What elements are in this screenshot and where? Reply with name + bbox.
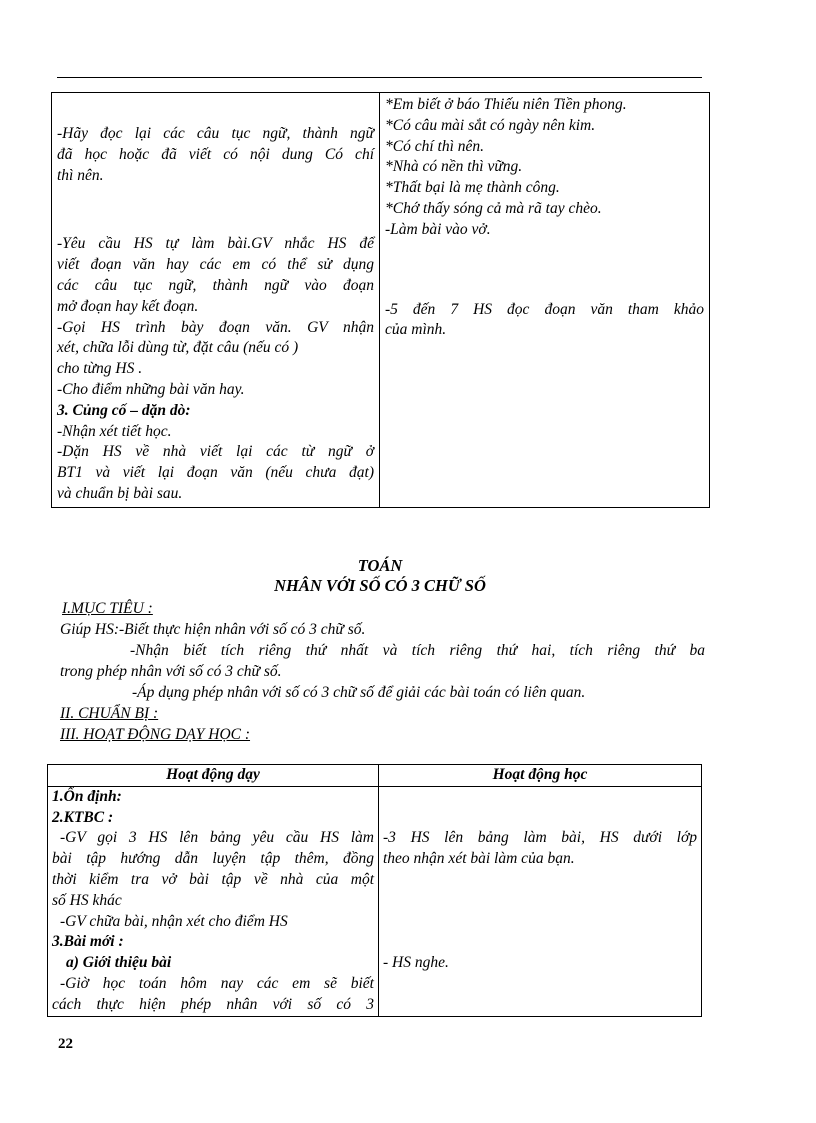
text-line: *Nhà có nền thì vững. [385,158,523,176]
text-line: số HS khác [52,891,122,909]
table-row [48,786,702,1016]
text-line: -GV gọi 3 HS lên bảng yêu cầu HS làm [60,829,374,847]
section-heading: 1.Ổn định: [52,787,122,805]
activity-table-continued [51,92,710,508]
section-heading: 3. Củng cố – dặn dò: [57,401,191,419]
text-line: -3 HS lên bảng làm bài, HS dưới lớp [383,829,697,847]
text-line: -Làm bài vào vở. [385,220,491,238]
text-line: của mình. [385,321,447,339]
text-line: -Cho điểm những bài văn hay. [57,380,245,398]
column-header-student: Hoạt động học [379,765,702,787]
objective-line: trong phép nhân với số có 3 chữ số. [60,663,282,680]
text-line: -Hãy đọc lại các câu tục ngữ, thành ngữ [57,125,374,142]
objective-line: -Nhận biết tích riêng thứ nhất và tích riêng thứ hai, tích riêng thứ ba [130,642,705,659]
objective-line: -Áp dụng phép nhân với số có 3 chữ số để giải các bài toán có liên quan. [132,684,586,701]
text-line: theo nhận xét bài làm của bạn. [383,850,575,868]
section-heading: 2.KTBC : [52,808,114,826]
subsection-heading: a) Giới thiệu bài [66,954,172,972]
text-line: -Nhận xét tiết học. [57,422,172,440]
text-line: BT1 và viết lại đoạn văn (nếu chưa đạt) [57,464,374,482]
text-line: mở đoạn hay kết đoạn. [57,297,199,315]
text-line: *Chớ thấy sóng cả mà rã tay chèo. [385,199,602,217]
text-line: cách thực hiện phép nhân với số có 3 [52,995,374,1013]
student-activity-cell [379,786,702,1016]
table-row [52,93,710,508]
preparation-heading: II. CHUẨN BỊ : [60,705,159,722]
text-line: các câu tục ngữ, thành ngữ vào đoạn [57,276,374,294]
text-line: *Có câu mài sắt có ngày nên kim. [385,116,596,134]
text-line: *Thất bại là mẹ thành công. [385,179,560,197]
text-line: xét, chữa lỗi dùng từ, đặt câu (nếu có ) [57,339,299,357]
text-line: bài tập hướng dẫn luyện tập thêm, đồng [52,850,374,868]
student-activity-cell [380,93,710,508]
objective-line: Giúp HS:-Biết thực hiện nhân với số có 3 chữ số. [60,621,366,638]
page-number: 22 [58,1036,73,1052]
subject-title: TOÁN [357,556,403,575]
activities-heading: III. HOẠT ĐỘNG DẠY HỌC : [60,726,251,743]
text-line: -Dặn HS về nhà viết lại các từ ngữ ở [57,443,374,461]
table-header-row [48,765,702,787]
text-line: viết đoạn văn hay các em có thể sử dụng [57,256,374,274]
text-line: -Gọi HS trình bày đoạn văn. GV nhận [57,318,374,336]
text-line: thời kiểm tra vở bài tập về nhà của một [52,870,374,888]
text-line: cho từng HS . [57,360,143,378]
text-line: - HS nghe. [383,954,449,972]
text-line: và chuẩn bị bài sau. [57,484,183,502]
activity-table [47,764,702,1017]
text-line: *Em biết ở báo Thiếu niên Tiền phong. [385,96,627,113]
text-line: thì nên. [57,166,104,184]
text-line: đã học hoặc đã viết có nội dung Có chí [57,145,374,163]
teacher-activity-cell [52,93,380,508]
objectives-heading: I.MỤC TIÊU : [62,600,153,617]
text-line: -Giờ học toán hôm nay các em sẽ biết [60,974,374,992]
text-line: -Yêu cầu HS tự làm bài.GV nhắc HS để [57,235,374,253]
lesson-title: NHÂN VỚI SỐ CÓ 3 CHỮ SỐ [274,576,486,595]
section-heading: 3.Bài mới : [52,933,124,951]
text-line: -5 đến 7 HS đọc đoạn văn tham khảo [385,300,704,318]
text-line: -GV chữa bài, nhận xét cho điểm HS [60,912,288,930]
text-line: *Có chí thì nên. [385,137,485,155]
header-rule [57,77,702,78]
teacher-activity-cell [48,786,379,1016]
column-header-teacher: Hoạt động dạy [48,765,379,787]
